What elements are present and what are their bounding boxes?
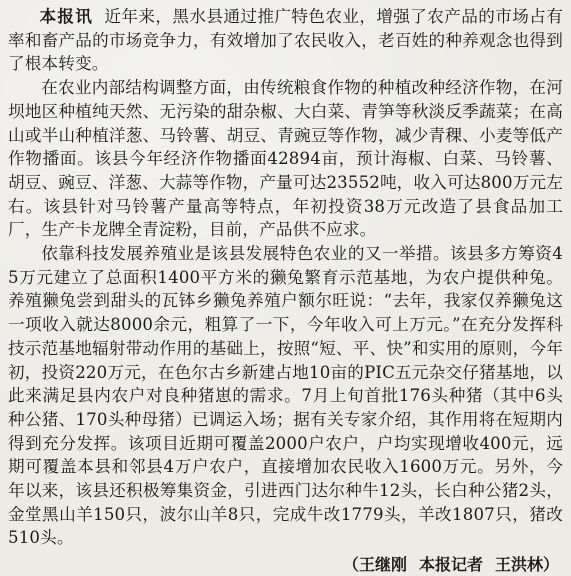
paragraph-1-text: 近年来，黑水县通过推广特色农业，增强了农产品的市场占有率和畜产品的市场竞争力，有效增加了农民收入，老百姓的种养观念也得到了根本转变。 [8, 7, 563, 74]
byline-close: ） [542, 555, 559, 575]
article-paragraph-2: 在农业内部结构调整方面，由传统粮食作物的种植改种经济作物，在河坝地区种植纯天然、无污染的甜杂椒、大白菜、青笋等秋淡反季蔬菜；在高山或半山种植洋葱、马铃薯、胡豆、青豌豆等作物，减少青稞、小麦等低产作物播面。该县今年经济作物播面42894亩，预计海椒、白菜、马铃薯、胡豆、豌豆、洋葱、大蒜等作物，产量可达23552吨，收入可达800万元左右。该县针对马铃薯产量高等特点，年初投资38万元改造了县食品加工厂，生产卡龙牌全青淀粉，目前，产品供不应求。 [8, 78, 563, 240]
article-paragraph-3: 依靠科技发展养殖业是该县发展特色农业的又一举措。该县多方筹资45万元建立了总面积1400平方米的獭兔繁育示范基地，为农户提供种兔。养殖獭兔尝到甜头的瓦钵乡獭兔养殖户额尔旺说：“去年，我家仅养獭兔这一项收入就达8000余元，粗算了一下，今年收入可上万元。”在充分发挥科技示范基地辐射带动作用的基础上，按照“短、平、快”和实用的原则，今年初，投资220万元，在色尔古乡新建占地10亩的PIC五元杂交仔猪基地，以此来满足县内农户对良种猪崽的需求。7月上旬首批176头种猪（其中6头种公猪、170头种母猪）已调运入场；据有关专家介绍，其作用将在短期内得到充分发挥。该项目近期可覆盖2000户农户，户均实现增收400元，远期可覆盖本县和邻县4万户农户，直接增加农民收入1600万元。另外，今年以来，该县还积极筹集资金，引进西门达尔种牛12头，长白种公猪2头，金堂黑山羊150只，波尔山羊8只，完成牛改1779头，羊改1807只，猪改510头。 [8, 244, 563, 548]
byline [8, 553, 563, 576]
byline-reporter-label: 本报记者 [418, 555, 483, 575]
byline-author-2: 王洪林 [494, 555, 543, 575]
article-body [8, 5, 563, 550]
article-paragraph-1 [8, 5, 563, 76]
byline-author-1: 王继刚 [358, 555, 407, 575]
dateline: 本报讯 [39, 6, 94, 26]
byline-open: （ [342, 555, 359, 575]
